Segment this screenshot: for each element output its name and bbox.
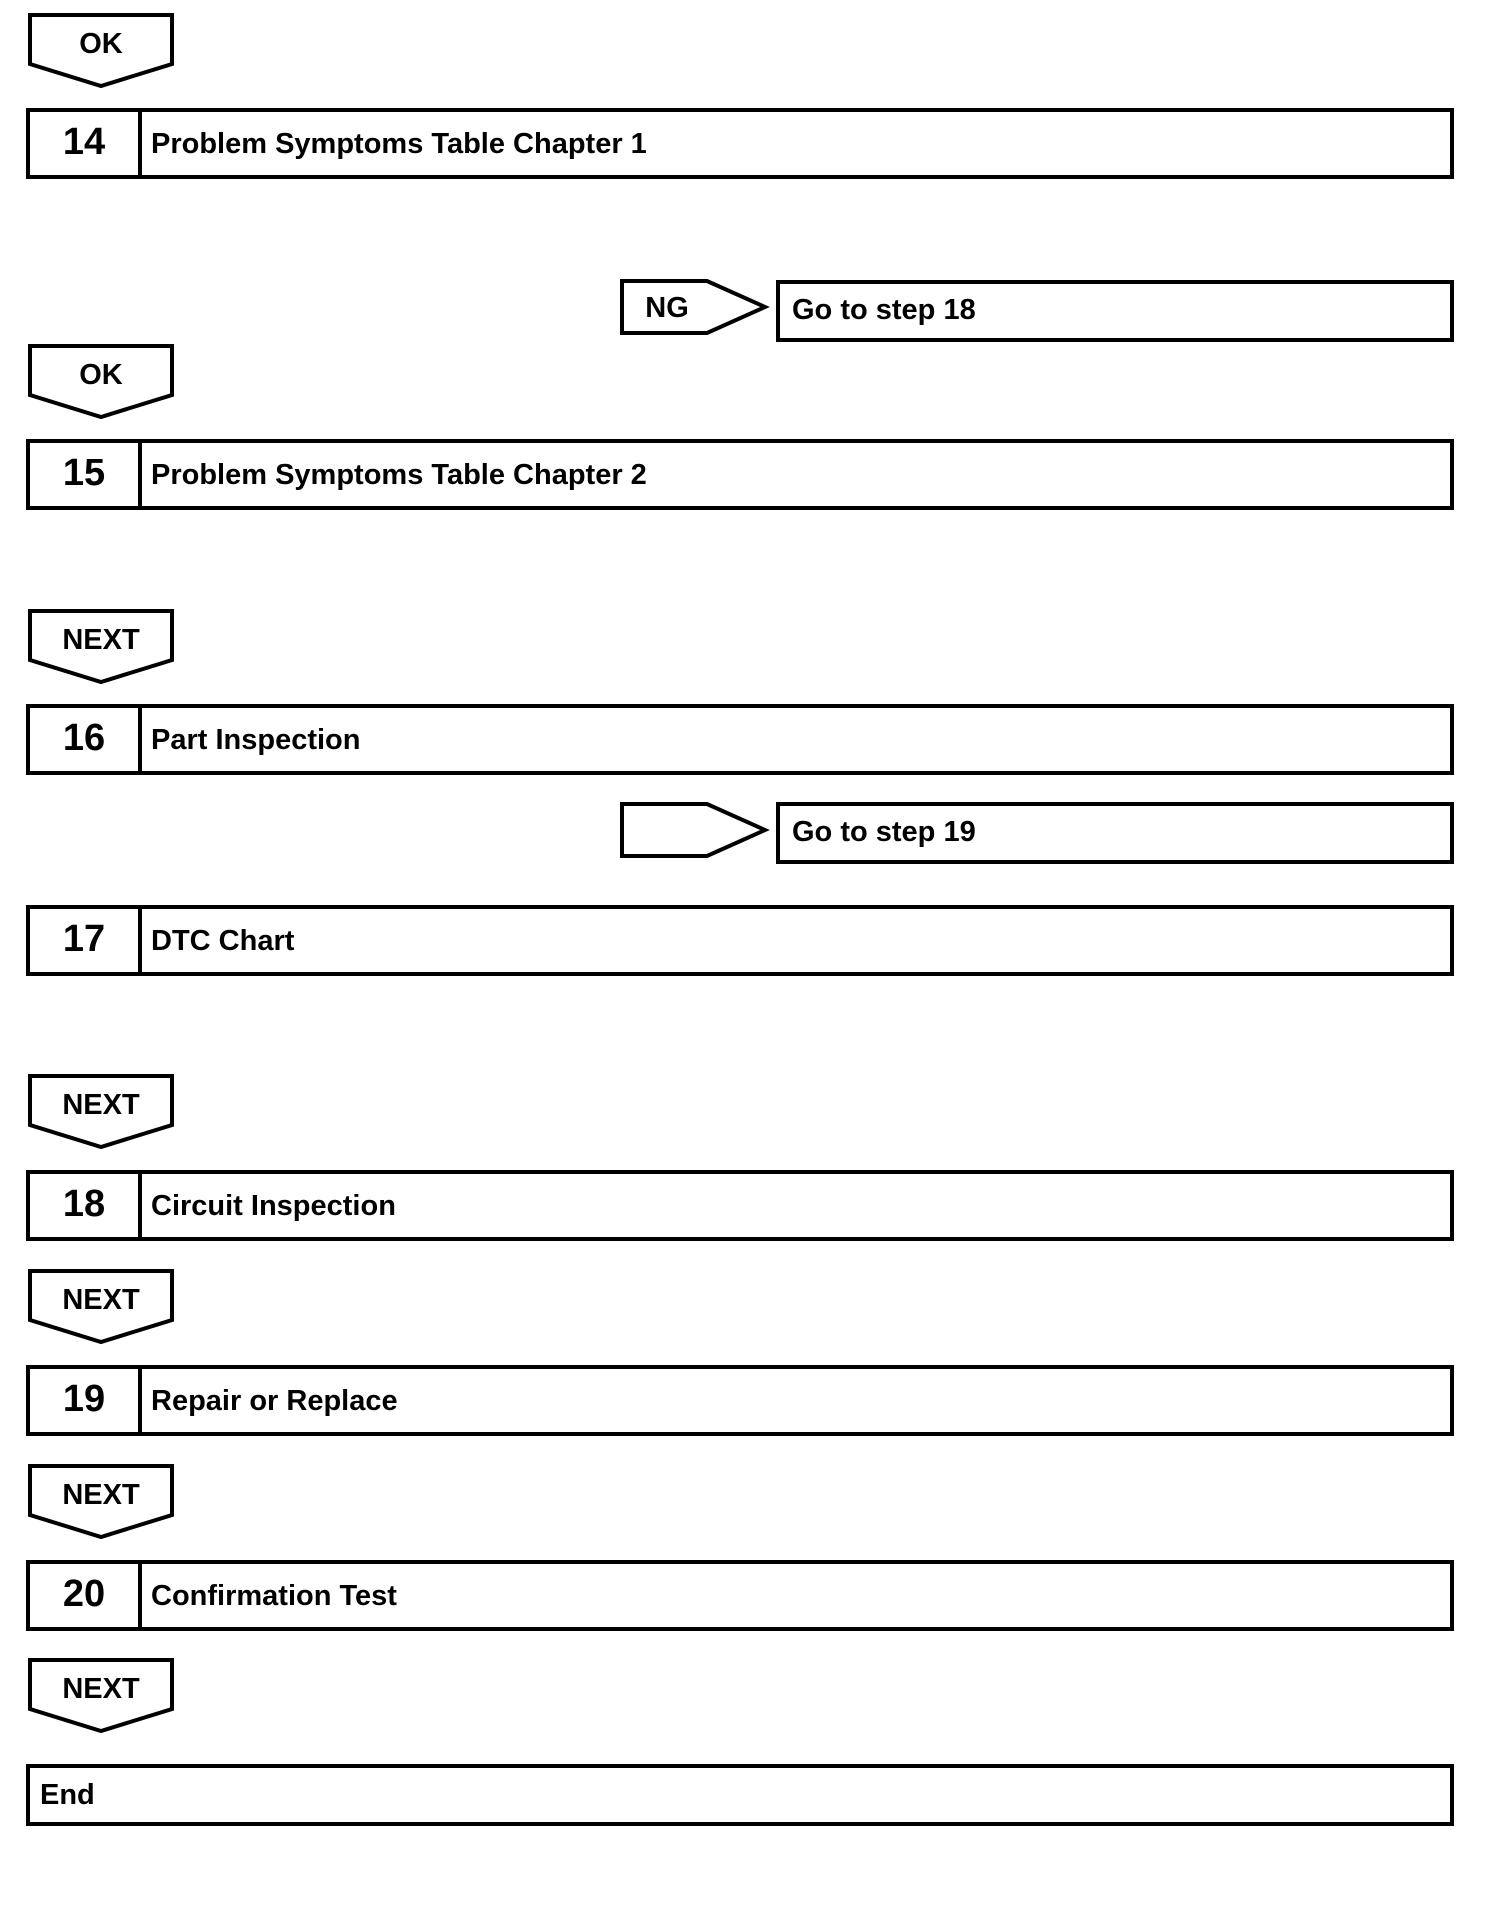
step-19-box [28, 1367, 1452, 1434]
step-number: 15 [62, 452, 106, 494]
ng-right-arrow [622, 281, 765, 333]
arrow-label: NEXT [62, 1284, 140, 1316]
step-title: DTC Chart [151, 925, 295, 957]
step-number: 19 [62, 1378, 106, 1420]
goto-text: Go to step 19 [792, 816, 976, 848]
blank-right-arrow [622, 804, 765, 856]
arrow-label: NEXT [62, 624, 140, 656]
step-title: Part Inspection [151, 724, 361, 756]
ok-down-arrow [30, 15, 172, 86]
arrow-label: NEXT [62, 1089, 140, 1121]
next-down-arrow [30, 1466, 172, 1537]
arrow-label: NEXT [62, 1673, 140, 1705]
step-number: 20 [62, 1573, 106, 1615]
next-down-arrow [30, 1660, 172, 1731]
step-18-box [28, 1172, 1452, 1239]
step-number: 14 [62, 121, 106, 163]
goto-step-19-box [778, 804, 1452, 862]
step-16-box [28, 706, 1452, 773]
next-down-arrow [30, 1271, 172, 1342]
goto-text: Go to step 18 [792, 294, 976, 326]
arrow-label: OK [79, 28, 123, 60]
step-20-box [28, 1562, 1452, 1629]
step-15-box [28, 441, 1452, 508]
step-number: 16 [62, 717, 106, 759]
goto-step-18-box [778, 282, 1452, 340]
end-text: End [40, 1779, 95, 1811]
arrow-label: NEXT [62, 1479, 140, 1511]
step-title: Confirmation Test [151, 1580, 397, 1612]
ok-down-arrow [30, 346, 172, 417]
step-title: Circuit Inspection [151, 1190, 396, 1222]
arrow-label: NG [645, 292, 689, 324]
step-title: Problem Symptoms Table Chapter 1 [151, 128, 647, 160]
step-14-box [28, 110, 1452, 177]
step-title: Repair or Replace [151, 1385, 398, 1417]
step-number: 17 [62, 918, 106, 960]
step-number: 18 [62, 1183, 106, 1225]
next-down-arrow [30, 611, 172, 682]
step-title: Problem Symptoms Table Chapter 2 [151, 459, 647, 491]
step-17-box [28, 907, 1452, 974]
end-box [28, 1766, 1452, 1824]
next-down-arrow [30, 1076, 172, 1147]
arrow-label: OK [79, 359, 123, 391]
